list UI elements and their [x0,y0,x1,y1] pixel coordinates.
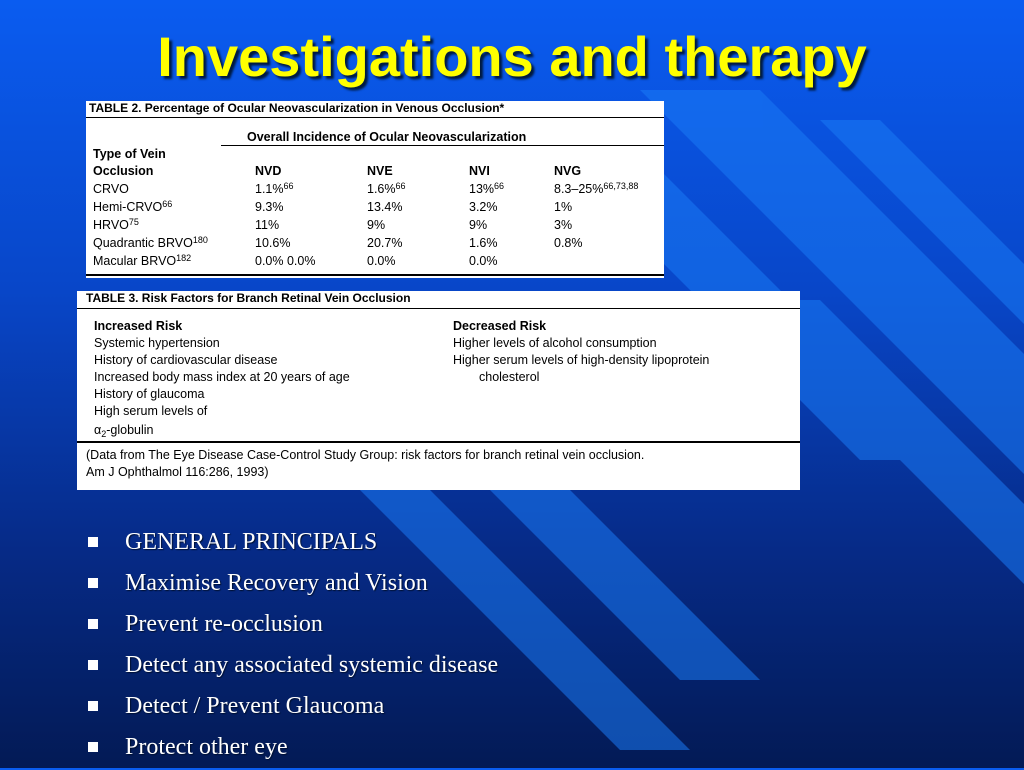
square-bullet-icon [88,619,98,629]
vein-occlusion-type: Macular BRVO [93,254,177,268]
cell-value: 10.6% [255,236,291,250]
table-2-group-rule [221,145,664,146]
bullet-text: Detect any associated systemic disease [125,652,499,678]
table-2-cell [554,236,583,251]
cell-value: 8.3–25% [554,182,604,196]
table-2-cell [367,236,402,251]
table-2-cell [554,182,638,197]
alpha-symbol: α [94,423,102,437]
table-2-cell [255,218,279,233]
bullet-item [88,729,498,770]
reference-superscript: 75 [128,217,139,227]
table-2-cell [367,182,406,197]
cell-superscript: 66,73,88 [603,181,639,191]
table-2-caption: TABLE 2. Percentage of Ocular Neovascularization in Venous Occlusion* [89,101,505,115]
vein-occlusion-type: CRVO [93,182,129,196]
decreased-risk-header: Decreased Risk [453,319,547,333]
table-2-cell [255,182,294,197]
table-3-top-rule [77,308,800,309]
table-2-ocular-neovascularization [86,101,664,278]
table-2-top-rule [86,117,664,118]
cell-value: 9% [469,218,488,232]
reference-superscript: 182 [176,253,192,263]
table-2-cell [554,200,572,215]
increased-risk-item: History of cardiovascular disease [94,353,278,367]
table-3-caption: TABLE 3. Risk Factors for Branch Retinal Vein Occlusion [86,291,411,305]
table-2-cell [255,236,290,251]
page-title: Investigations and therapy [157,25,867,88]
increased-risk-header: Increased Risk [94,319,183,333]
square-bullet-icon [88,537,98,547]
cell-value: 11% [255,218,280,232]
table-2-cell [469,254,498,269]
decreased-risk-item: Higher levels of alcohol consumption [453,336,657,350]
bullet-text: Maximise Recovery and Vision [125,570,428,596]
bullet-text: Protect other eye [125,734,288,760]
bullet-item [88,606,498,647]
column-header-nvg: NVG [554,164,582,178]
table-2-bottom-rule [86,274,664,276]
table-3-risk-factors [77,291,800,490]
bullet-text: Detect / Prevent Glaucoma [125,693,385,719]
bullet-item [88,565,498,606]
cell-value: 13% [469,182,495,196]
cell-value: 20.7% [367,236,403,250]
table-2-row-type [93,200,172,215]
reference-superscript: 66 [162,199,173,209]
bullet-item [88,688,498,729]
square-bullet-icon [88,701,98,711]
table-2-cell [469,182,504,197]
bullet-item [88,647,498,688]
cell-value: 3.2% [469,200,498,214]
cell-value: 1.1% [255,182,284,196]
cell-value: 9.3% [255,200,284,214]
cell-value: 3% [554,218,573,232]
table-2-row-type [93,236,208,251]
table-2-group-header: Overall Incidence of Ocular Neovascularization [247,130,527,144]
column-header-nvi: NVI [469,164,490,178]
cell-superscript: 66 [494,181,505,191]
cell-value: 1.6% [469,236,498,250]
decreased-risk-item: cholesterol [479,370,540,384]
table-2-cell [554,218,572,233]
vein-occlusion-type: Quadrantic BRVO [93,236,193,250]
cell-superscript: 66 [283,181,294,191]
table-2-type-header-2: Occlusion [93,164,154,178]
table-2-cell [469,236,498,251]
table-2-type-header: Type of Vein [93,147,166,161]
cell-superscript: 66 [395,181,406,191]
vein-occlusion-type: HRVO [93,218,129,232]
cell-value: 1% [554,200,573,214]
table-2-cell [469,200,498,215]
reference-superscript: 180 [192,235,208,245]
cell-value: 13.4% [367,200,403,214]
table-2-cell [367,218,385,233]
cell-value: 0.0% [469,254,498,268]
decreased-risk-item: Higher serum levels of high-density lipoprotein [453,353,710,367]
table-3-footnote-1: (Data from The Eye Disease Case-Control Study Group: risk factors for branch retinal vein occlusion. [86,448,645,462]
square-bullet-icon [88,742,98,752]
table-2-cell [367,200,402,215]
column-header-nve: NVE [367,164,393,178]
vein-occlusion-type: Hemi-CRVO [93,200,163,214]
square-bullet-icon [88,660,98,670]
increased-risk-item [94,423,154,438]
cell-value: 9% [367,218,386,232]
alpha-subscript: 2 [101,429,107,439]
table-2-row-type [93,254,191,269]
table-3-footnote-2: Am J Ophthalmol 116:286, 1993) [86,465,269,479]
table-3-footnote-rule [77,441,800,443]
column-header-nvd: NVD [255,164,282,178]
table-2-cell [255,200,284,215]
table-2-row-type [93,218,139,233]
table-2-cell [367,254,396,269]
table-2-cell [255,254,315,269]
bullet-text: Prevent re-occlusion [125,611,323,637]
table-2-row-type [93,182,129,197]
cell-value: 0.8% [554,236,583,250]
increased-risk-item: Systemic hypertension [94,336,220,350]
increased-risk-item: History of glaucoma [94,387,205,401]
globulin-text: -globulin [106,423,154,437]
table-2-cell [469,218,487,233]
cell-value: 0.0% [367,254,396,268]
bullet-list [88,524,498,770]
square-bullet-icon [88,578,98,588]
cell-value: 1.6% [367,182,396,196]
cell-value: 0.0% 0.0% [255,254,316,268]
bullet-item [88,524,498,565]
bullet-text: GENERAL PRINCIPALS [125,529,378,555]
increased-risk-item: Increased body mass index at 20 years of age [94,370,350,384]
increased-risk-item: High serum levels of [94,404,208,418]
